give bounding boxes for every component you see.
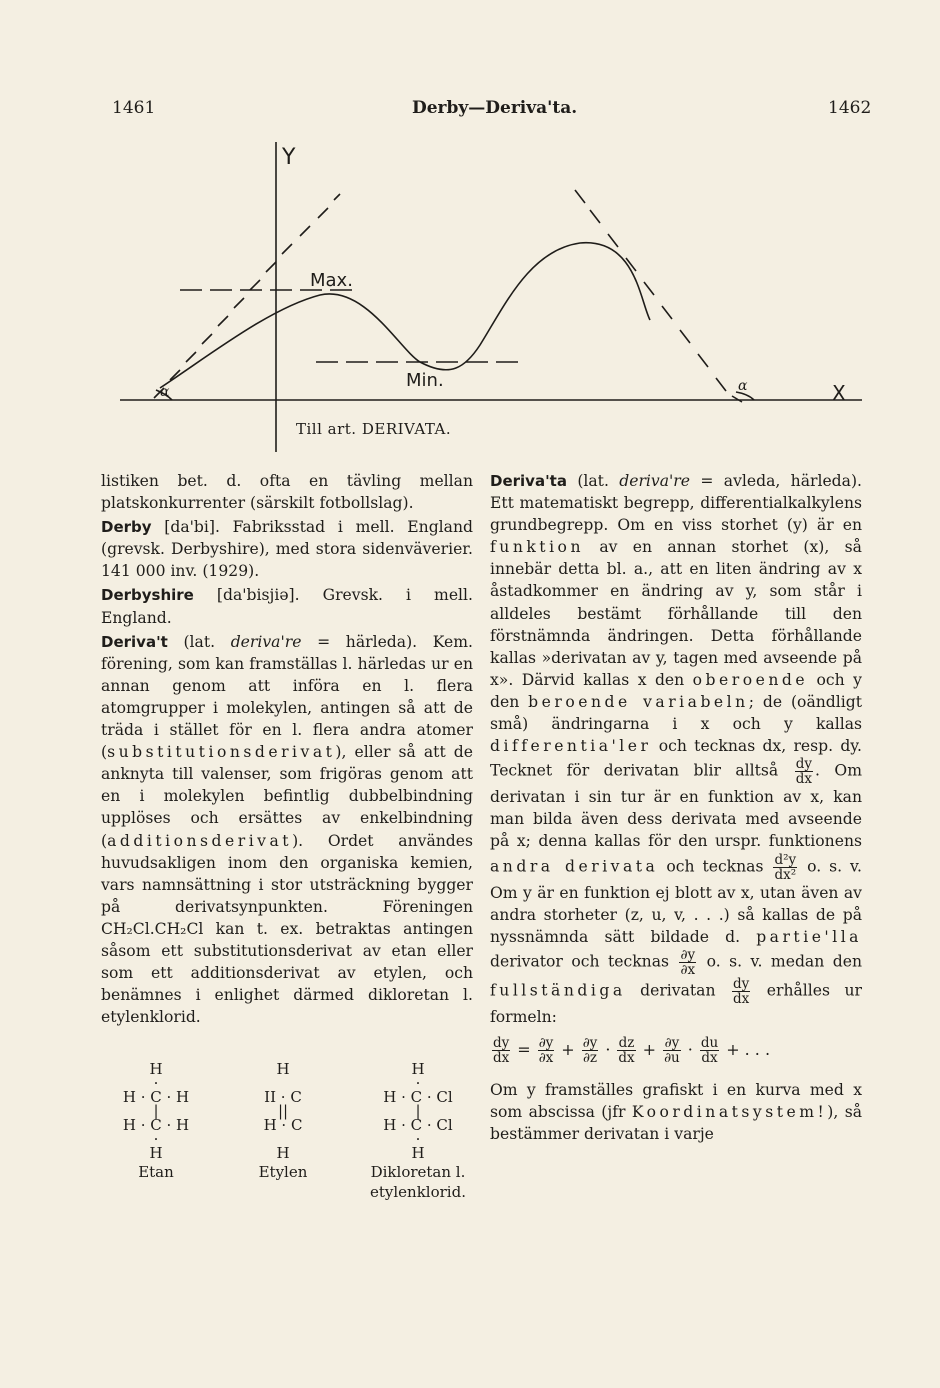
page-number-right: 1462 xyxy=(828,98,872,118)
formula-label: Etylen xyxy=(258,1163,308,1181)
entry-text: o. s. v. Om y är en funktion ej blott av x, utan även av andra storheter (z, u, v, . . .) så kallas de på nyssnämnda sätt bildade d. xyxy=(490,857,862,946)
entry-text: Om y framställes grafiskt i en kurva med x som abscissa (jfr xyxy=(490,1080,862,1121)
entry-text: [da'bi]. Fabriksstad i mell. England (grevsk. Derbyshire), med stora sidenväverier. 141 000 inv. (1929). xyxy=(101,518,473,581)
spaced-term: beroende variabeln xyxy=(528,692,749,711)
entry-text: och tecknas xyxy=(666,857,764,875)
spaced-term: andra derivata xyxy=(490,857,659,875)
max-label: Max. xyxy=(310,270,353,291)
entry-text: ), så bestämmer derivatan i varje xyxy=(490,1102,862,1144)
entry-head: Derbyshire xyxy=(101,586,194,605)
chemical-formulas xyxy=(104,1062,484,1252)
entry-derivat xyxy=(101,631,473,1029)
entry-text: . Om derivatan i sin tur är en funktion av x, kan man bilda även dess derivata med avseende på x; denna kallas för den urspr. funktionens xyxy=(490,761,862,851)
atom-row: H · C · Cl xyxy=(383,1116,453,1134)
fraction-dy-dx: $\frac{dy}{dx}$ xyxy=(795,756,812,788)
entry-text: av en annan storhet (x), så innebär detta bl. a., att en liten ändring av x åstadkommer en ändring av y, som står i alldeles bestämt förhållande till den förstnämnda ändringen. Detta förhållande kallas »derivatan av y, tagen med avseende på x». Därvid kallas x den xyxy=(490,538,862,689)
entry-text: = avleda, härleda). xyxy=(700,472,863,490)
atom-label: H xyxy=(276,1144,290,1162)
atom-label: H xyxy=(149,1060,163,1078)
entry-text: och tecknas dx, resp. dy. Tecknet för derivatan blir alltså xyxy=(490,737,862,780)
alpha-label-right: α xyxy=(738,378,748,394)
spaced-term: additionsderivat xyxy=(107,831,293,850)
latin-word: deriva're xyxy=(230,632,302,651)
entry-derivata xyxy=(490,470,862,1028)
tangent-right xyxy=(575,190,742,402)
atom-row: H · C xyxy=(263,1116,303,1134)
entry-derby xyxy=(101,516,473,582)
entry-text: ; de (oändligt små) ändringarna i x och y kallas xyxy=(490,692,862,734)
formula-etylen: H II · C || H · C H Etylen xyxy=(238,1062,328,1182)
entry-text: ). Ordet användes huvudsakligen inom den organiska kemien, vars namnsättning i stor utsträckning bygger på derivatsynpunkten. Föreningen CH₂Cl.CH₂Cl kan t. ex. betraktas antingen såsom ett substitutionsderivat av etan eller som ett additionsderivat av etylen, och benämnes i enlighet därmed dikloretan l. etylenklorid. xyxy=(101,831,473,1027)
left-column xyxy=(101,470,473,1030)
entry-text: o. s. v. medan den xyxy=(706,952,862,971)
entry-text: = härleda). xyxy=(317,632,418,651)
alpha-label-left: α xyxy=(160,384,170,400)
fraction-dy-dx: $\frac{dy}{dx}$ xyxy=(733,975,750,1007)
atom-label: H xyxy=(411,1144,425,1162)
entry-text: (lat. xyxy=(577,472,609,490)
entry-head: Derby xyxy=(101,518,152,537)
paragraph-continuation: listiken bet. d. ofta en tävling mellan platskonkurrenter (särskilt fotbollslag). xyxy=(101,472,473,513)
spaced-term: oberoende xyxy=(692,670,809,689)
entry-text: Ett matematiskt begrepp, differentialkalkylens grundbegrepp. Om en viss storhet (y) är en xyxy=(490,494,862,535)
tangent-left xyxy=(154,194,340,398)
spaced-term: funktion xyxy=(490,538,584,557)
page-number-left: 1461 xyxy=(112,98,156,118)
atom-label: H xyxy=(411,1060,425,1078)
spaced-term: differentia'ler xyxy=(490,737,652,756)
total-derivative-formula: $\frac{dy}{dx}$ = $\frac{\partial y}{\partial x}$ + $\frac{\partial y}{\partial z}$ · $\frac{dz}{dx}$ + $\frac{\partial y}{\partial u}$ · $\frac{du}{dx}$ + . . . xyxy=(493,1034,771,1066)
spaced-term: substitutionsderivat xyxy=(107,743,336,762)
entry-derbyshire xyxy=(101,584,473,628)
entry-text: derivatan xyxy=(640,981,716,1000)
atom-row: II · C xyxy=(264,1088,302,1106)
y-axis-label: Y xyxy=(282,145,296,170)
latin-word: deriva're xyxy=(619,472,690,490)
entry-text: derivator och tecknas xyxy=(490,952,669,971)
right-column xyxy=(490,470,862,1147)
fraction-second-derivative: $\frac{\text{d²y}}{\text{dx²}}$ xyxy=(774,851,797,883)
atom-row: H · C · H xyxy=(122,1088,190,1106)
paragraph-graph xyxy=(490,1079,862,1145)
formula-label: Etan xyxy=(138,1163,174,1181)
formula-etan: H · H · C · H | H · C · H · H Etan xyxy=(104,1062,208,1182)
spaced-term: partie'lla xyxy=(756,927,862,946)
entry-head: Deriva'ta xyxy=(490,472,567,490)
formula-label: Dikloretan l. etylenklorid. xyxy=(370,1163,466,1201)
running-title: Derby—Deriva'ta. xyxy=(412,98,578,118)
fraction-partial: $\frac{\partial y}{\partial x}$ xyxy=(680,946,696,978)
derivative-figure xyxy=(120,140,880,460)
function-curve xyxy=(160,243,650,388)
entry-text: erhålles ur formeln: xyxy=(490,981,862,1026)
x-axis-label: X xyxy=(832,381,846,405)
figure-caption: Till art. DERIVATA. xyxy=(296,420,452,438)
spaced-term: Koordinatsystem! xyxy=(631,1102,828,1121)
atom-label: H xyxy=(149,1144,163,1162)
atom-label: H xyxy=(276,1060,290,1078)
formula-dikloretan: H · H · C · Cl | H · C · Cl · H Dikloretan l. etylenklorid. xyxy=(354,1062,482,1202)
entry-text: (lat. xyxy=(183,632,216,651)
entry-head: Deriva't xyxy=(101,632,168,651)
min-label: Min. xyxy=(406,370,444,391)
spaced-term: fullständiga xyxy=(490,981,626,1000)
entry-text: [da'bisjiə]. Grevsk. i mell. England. xyxy=(101,586,473,627)
atom-row: H · C · H xyxy=(122,1116,190,1134)
atom-row: H · C · Cl xyxy=(383,1088,453,1106)
entry-text: och y den xyxy=(490,670,862,711)
entry-text: ), eller så att de anknyta till valenser, som frigöras genom att en i molekylen befintlig dubbelbindning upplöses och ersättes av enkelbindning ( xyxy=(101,743,473,850)
entry-text: Kem. förening, som kan framställas l. härledas ur en annan genom att införa en l. flera atomgrupper i molekylen, antingen så att de träda i stället för en l. flera andra atomer ( xyxy=(101,632,473,762)
